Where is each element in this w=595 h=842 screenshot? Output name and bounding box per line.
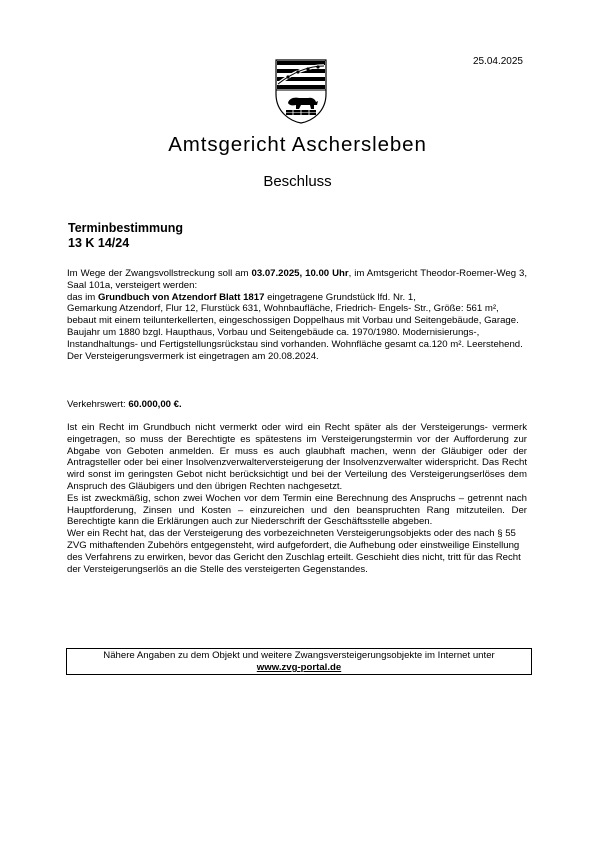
portal-link[interactable]: www.zvg-portal.de — [256, 662, 342, 673]
announcement-line-1 — [67, 268, 527, 292]
info-notice-box — [66, 648, 532, 675]
announcement-text: eingetragene Grundstück lfd. Nr. 1, — [264, 291, 416, 303]
land-register-entry: Grundbuch von Atzendorf Blatt 1817 — [97, 291, 265, 303]
notice-text: Nähere Angaben zu dem Objekt und weitere Zwangsversteigerungsobjekte im Internet unter — [103, 650, 495, 661]
case-number: 13 K 14/24 — [68, 236, 130, 250]
auction-date-time: 03.07.2025, 10.00 Uhr — [251, 268, 349, 279]
saxony-anhalt-coat-of-arms-icon — [274, 58, 328, 124]
valuation-label: Verkehrswert: — [67, 399, 129, 410]
case-heading — [68, 221, 183, 251]
announcement-text: Im Wege der Zwangsvollstreckung soll am — [67, 268, 252, 279]
court-name: Amtsgericht Aschersleben — [168, 133, 427, 156]
legal-text — [67, 422, 527, 575]
legal-paragraph-3: Wer ein Recht hat, das der Versteigerung des vorbezeichneten Versteigerungsobjekts oder des nach § 55 ZVG mithaftenden Zubehörs entgegensteht, wird aufgefordert, die Aufhebung oder einstweilige Einstellung des Verfahrens zu erwirken, bevor das Gericht den Zuschlag erteilt. Geschieht dies nicht, tritt für das Recht der Versteigerungserlös an die Stelle des versteigerten Gegenstandes. — [67, 528, 521, 575]
announcement-location: , im Amtsgericht Theodor-Roemer-Weg 3, Saal 101a, versteigert werden: — [67, 268, 527, 291]
legal-paragraph-2: Es ist zweckmäßig, schon zwei Wochen vor dem Termin eine Berechnung des Anspruchs – getrennt nach Hauptforderung, Zinsen und Kosten – einzureichen und den beanspruchten Rang mitzuteilen. Der Berechtigte kann die Erklärungen auch zur Niederschrift der Geschäftsstelle abgeben. — [67, 492, 527, 528]
valuation-line — [67, 399, 527, 411]
document-date: 25.04.2025 — [472, 56, 523, 67]
legal-paragraph-1: Ist ein Recht im Grundbuch nicht vermerkt oder wird ein Recht später als der Versteigerungs- vermerk eingetragen, so muss der Berechtigte es spätestens im Versteigerungstermin vor der Aufforderung zur Abgabe von Geboten anmelden. Er muss es auch glaubhaft machen, wenn der Gläubiger oder der Antragsteller oder bei einer Insolvenzverwalterversteigerung der Insolvenzverwalter widerspricht. Das Recht wird sonst im geringsten Gebot nicht berücksichtigt und bei der Verteilung des Versteigerungserlöses dem Anspruch des Gläubigers und den übrigen Rechten nachgesetzt. — [67, 422, 527, 492]
valuation-value: 60.000,00 €. — [128, 399, 182, 410]
announcement-block — [67, 268, 527, 362]
registration-note: Der Versteigerungsvermerk ist eingetragen am 20.08.2024. — [67, 350, 319, 362]
announcement-line-2 — [67, 292, 527, 304]
property-description: Gemarkung Atzendorf, Flur 12, Flurstück 631, Wohnbaufläche, Friedrich- Engels- Str., Größe: 561 m², bebaut mit einem teilunterkellerten, eingeschossigen Doppelhaus mit Vorbau und Seitengebäude, Garage. Baujahr um 1880 bzgl. Haupthaus, Vorbau und Seitengebäude ca. 1970/1980. Modernisierungs-, Instandhaltungs- und Fertigstellungsrückstau sind vorhanden. Wohnfläche gesamt ca.120 m². Leerstehend. — [67, 303, 523, 350]
announcement-text: das im — [67, 291, 98, 303]
case-title: Terminbestimmung — [68, 221, 184, 235]
document-type: Beschluss — [263, 173, 332, 190]
